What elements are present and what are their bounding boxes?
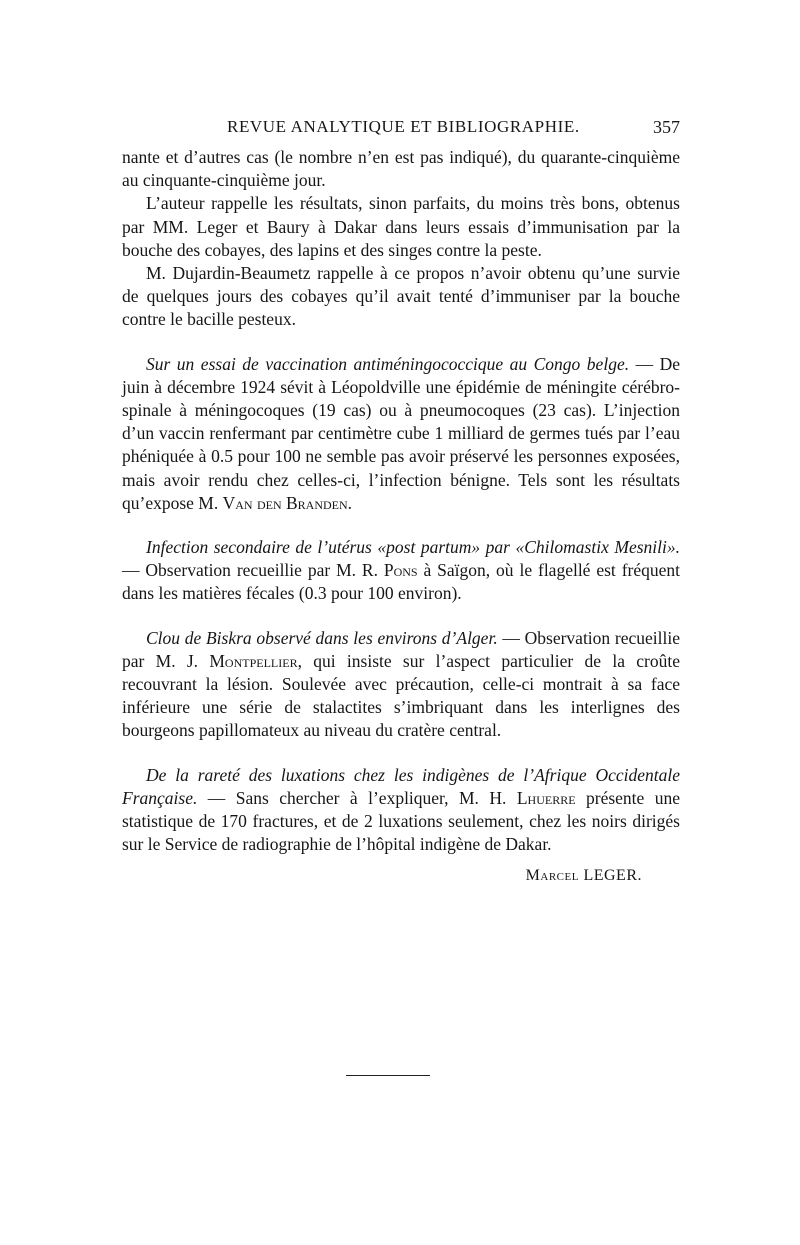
signature-last-name: LEGER.: [578, 867, 642, 885]
running-title: REVUE ANALYTIQUE ET BIBLIOGRAPHIE.: [227, 117, 580, 136]
signature: [122, 864, 680, 887]
page-number: 357: [653, 117, 680, 137]
section-clou-de-biskra: [122, 627, 680, 743]
author-name: Pons: [383, 560, 418, 581]
section-title: Sur un essai de vaccination antiméningococcique au Congo belge.: [146, 353, 630, 374]
section-text: — Sans chercher à l’expliquer, M. H.: [197, 787, 517, 808]
section-text: — De juin à décembre 1924 sévit à Léopoldville une épidémie de méningite cérébro-spinale à méningocoques (19 cas) ou à pneumocoques (23 cas). L’injection d’un vaccin renfermant par centimètre cube 1 milliard de germes tués par l’eau phéniquée à 0.5 pour 100 ne semble pas avoir préservé les personnes exposées, mais avoir rendu chez celles-ci, l’infection bénigne. Tels sont les résultats qu’expose M.: [122, 353, 680, 513]
section-text-end: .: [347, 492, 353, 513]
section-title: Infection secondaire de l’utérus «post partum» par «Chilomastix Mesnili».: [146, 537, 680, 558]
section-title: De la rareté des luxations chez les indigènes de l’Afrique Occidentale Française.: [122, 764, 680, 808]
section-congo-vaccination: [122, 353, 680, 515]
section-title: Clou de Biskra observé dans les environs d’Alger.: [146, 627, 498, 648]
section-chilomastix: [122, 536, 680, 606]
section-text-end: présente une statistique de 170 fractures, et de 2 luxations seulement, chez les noirs dirigés sur le Service de radiographie de l’hôpital indigène de Dakar.: [122, 787, 681, 855]
paragraph-dujardin-beaumetz: M. Dujardin-Beaumetz rappelle à ce propos n’avoir obtenu qu’une survie de quelques jours des cobayes qu’il avait tenté d’immuniser par la bouche contre le bacille pesteux.: [122, 263, 680, 330]
paragraph-leger-baury: L’auteur rappelle les résultats, sinon parfaits, du moins très bons, obtenus par MM. Leger et Baury à Dakar dans leurs essais d’immunisation par la bouche des cobayes, des lapins et des singes contre la peste.: [122, 193, 680, 260]
section-text-end: , qui insiste sur l’aspect particulier de la croûte recouvrant la lésion. Soulevée avec précaution, celle-ci montrait à sa face inférieure une série de stalactites s’imbriquant dans les interlignes des bourgeons papillomateux au niveau du cratère central.: [122, 650, 680, 741]
section-luxations: [122, 764, 680, 857]
end-rule: [346, 1075, 430, 1076]
page-body: [122, 146, 680, 888]
section-text-end: à Saïgon, où le flagellé est fréquent dans les matières fécales (0.3 pour 100 environ).: [122, 560, 680, 604]
running-header: [122, 117, 680, 145]
author-name: Montpellier: [209, 650, 298, 671]
paragraph-continued: nante et d’autres cas (le nombre n’en est pas indiqué), du quarante-cinquième au cinquante-cinquième jour.: [122, 147, 680, 191]
section-text: — Observation recueillie par M. J.: [122, 627, 680, 671]
section-text: — Observation recueillie par M. R.: [122, 560, 384, 581]
signature-first-name: Marcel: [525, 867, 579, 885]
author-name: Lhuerre: [516, 787, 576, 808]
author-name: Van den Branden: [222, 492, 348, 513]
